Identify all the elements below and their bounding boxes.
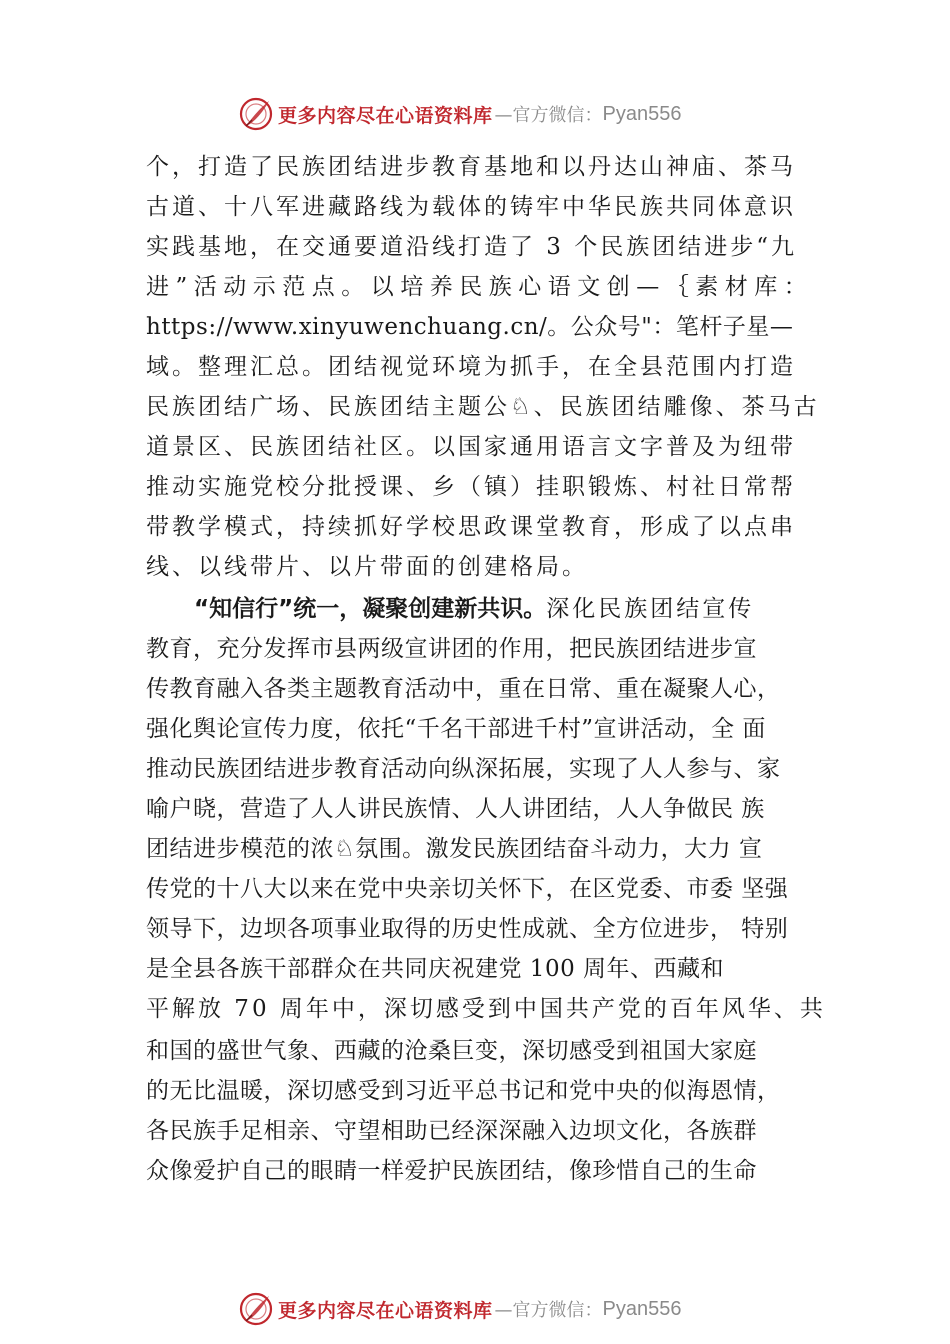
banner-wechat-id: Pyan556 [602,102,682,125]
p2-line: 领导下，边坝各项事业取得的历史性成就、全方位进步， 特别 [146,916,789,942]
p1-line: 个，打造了民族团结进步教育基地和以丹达山神庙、茶马 [146,154,796,180]
p1-line: https://www.xinyuwenchuang.cn/。公众号"：笔杆子星— [146,314,794,340]
p1-line: 道景区、民族团结社区。以国家通用语言文字普及为纽带 [146,434,796,460]
quill-logo-icon [238,1291,274,1327]
p1-line: 推动实施党校分批授课、乡（镇）挂职锻炼、村社日常帮 [146,474,796,500]
p2-line: 传党的十八大以来在党中央亲切关怀下，在区党委、市委 坚强 [146,876,789,902]
banner-official-label: —官方微信： [494,105,603,126]
p1-line: 实践基地，在交通要道沿线打造了 3 个民族团结进步“九 [146,234,798,260]
p2-heading: “知信行”统一，凝聚创建新共识。 [194,596,547,622]
p2-line: 的无比温暖，深切感受到习近平总书记和党中央的似海恩情， [146,1078,781,1104]
footer-banner [238,1289,681,1329]
banner-official-label: —官方微信： [494,1300,603,1321]
p2-line: 推动民族团结进步教育活动向纵深拓展，实现了人人参与、家 [146,756,781,782]
p1-line: 民族团结广场、民族团结主题公♘、民族团结雕像、茶马古 [146,394,820,420]
banner-wechat-id: Pyan556 [602,1297,682,1320]
p2-lead-line [194,594,754,624]
header-banner [238,94,681,134]
p2-line: 喻户晓，营造了人人讲民族情、人人讲团结，人人争做民 族 [146,796,765,822]
p2-line: 团结进步模范的浓♘氛围。激发民族团结奋斗动力，大力 宣 [146,836,763,862]
banner-brand-text: 更多内容尽在心语资料库 [278,104,493,127]
p2-line: 和国的盛世气象、西藏的沧桑巨变，深切感受到祖国大家庭 [146,1038,757,1064]
p1-line: 线、以线带片、以片带面的创建格局。 [146,554,588,580]
p2-line: 平解放 70 周年中，深切感受到中国共产党的百年风华、共 [146,996,826,1022]
banner-brand-text: 更多内容尽在心语资料库 [278,1299,493,1322]
quill-logo-icon [238,96,274,132]
p1-line: 带教学模式，持续抓好学校思政课堂教育，形成了以点串 [146,514,796,540]
p2-line: 是全县各族干部群众在共同庆祝建党 100 周年、西藏和 [146,956,725,982]
p1-line: 域。整理汇总。团结视觉环境为抓手，在全县范围内打造 [146,354,796,380]
p1-line: 进”活动示范点。以培养民族心语文创—｛素材库： [146,274,814,300]
p2-line: 各民族手足相亲、守望相助已经深深融入边坝文化，各族群 [146,1118,757,1144]
p2-lead-rest: 深化民族团结宣传 [546,596,755,622]
p2-line: 强化舆论宣传力度，依托“千名干部进千村”宣讲活动，全 面 [146,716,766,742]
p1-line: 古道、十八军进藏路线为载体的铸牢中华民族共同体意识 [146,194,796,220]
p2-line: 传教育融入各类主题教育活动中，重在日常、重在凝聚人心， [146,676,781,702]
p2-line: 教育，充分发挥市县两级宣讲团的作用，把民族团结进步宣 [146,636,757,662]
p2-line: 众像爱护自己的眼睛一样爱护民族团结，像珍惜自己的生命 [146,1158,757,1184]
